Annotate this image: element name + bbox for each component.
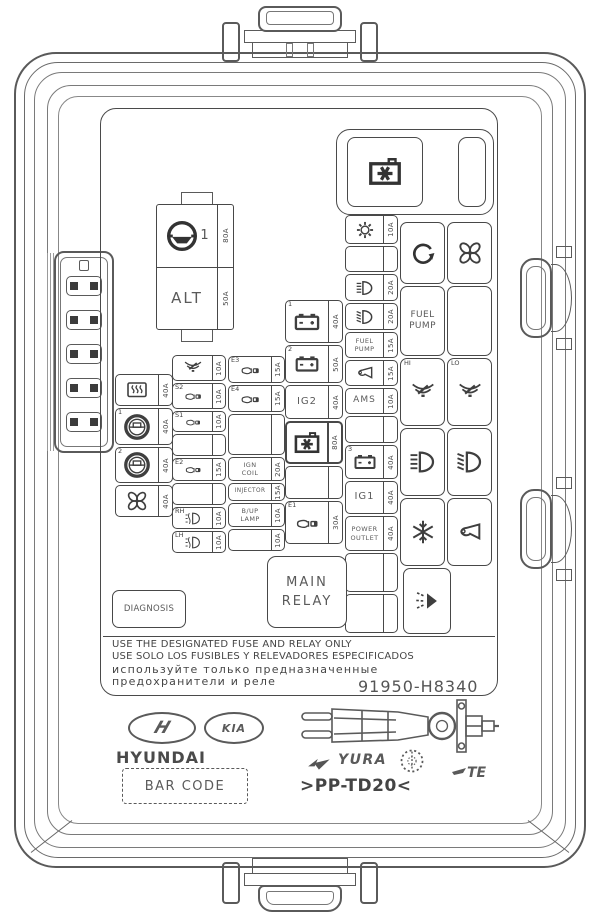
te-logo-text: TE xyxy=(467,765,487,781)
fuse-cooling-fan-1: 1 40A xyxy=(115,408,173,445)
injector-icon xyxy=(292,511,322,535)
top-latch-rib-right xyxy=(307,43,314,57)
fuse-injector-e1: E1 30A xyxy=(285,501,343,544)
fuse-injector-s2: S2 10A xyxy=(172,383,226,409)
fuse-injector-e4: E4 15A xyxy=(228,385,285,412)
fuse-battery-3: 3 40A xyxy=(345,445,398,479)
fuse-ac-compressor: 10A xyxy=(345,215,398,244)
slot-pin xyxy=(70,384,78,392)
alt-circuit-number: 1 xyxy=(200,228,209,244)
fuse-power-outlet: POWER OUTLET 40A xyxy=(345,516,398,551)
foglight-icon xyxy=(182,534,204,551)
fuse-rear-defroster: 40A xyxy=(115,374,173,406)
headlight-high-icon xyxy=(354,278,376,298)
bottom-latch-cap-inner xyxy=(266,891,334,905)
hyundai-logo-letter: H xyxy=(151,718,173,738)
fuse-empty xyxy=(172,434,226,456)
fuse-empty xyxy=(345,416,398,443)
fuse-battery-2: 2 50A xyxy=(285,345,343,383)
wiper-icon xyxy=(181,358,205,378)
relay-headlight-low xyxy=(447,428,492,496)
fuse-cooling-fan-2: 2 40A xyxy=(115,447,173,483)
foglight-icon xyxy=(182,510,204,527)
cooling-fan-icon xyxy=(122,450,152,480)
relay-washer xyxy=(403,568,451,634)
cooling-fan-icon xyxy=(122,412,152,442)
bottom-latch-hook-left xyxy=(222,862,240,904)
diagnosis-box: DIAGNOSIS xyxy=(112,590,186,628)
barcode-label: BAR CODE xyxy=(144,778,226,794)
yura-bird-icon xyxy=(306,750,334,772)
headlight-high-icon xyxy=(407,447,439,477)
headlight-low-icon xyxy=(354,307,376,327)
fuse-headlight-high: 20A xyxy=(345,274,398,301)
restart-arrow-icon xyxy=(409,239,437,267)
relay-wiper-lo xyxy=(447,358,492,426)
battery-star-icon xyxy=(291,429,323,457)
fuse-ams: AMS 10A xyxy=(345,388,398,414)
te-logo xyxy=(450,758,496,784)
fuel-pump-relay-l2: PUMP xyxy=(409,321,436,331)
fuse-empty xyxy=(228,414,285,455)
warning-ru-2: предохранители и реле xyxy=(112,675,277,688)
battery-icon xyxy=(291,308,323,336)
top-latch-body xyxy=(252,42,348,58)
fuel-pump-relay-l1: FUEL xyxy=(410,309,435,320)
wiper-hi-tag: HI xyxy=(404,359,411,367)
yura-wordmark: YURA xyxy=(338,752,388,768)
fuse-injector-main: INJECTOR 15A xyxy=(228,483,285,501)
warning-es: USE SOLO LOS FUSIBLES Y RELEVADORES ESPECIFICADOS xyxy=(112,651,414,662)
fuse-empty xyxy=(345,594,398,633)
mold-code: >PP-TD20< xyxy=(300,776,412,796)
slot-pin xyxy=(90,316,98,324)
fan-icon xyxy=(124,488,150,514)
fuse-headlight-low: 20A xyxy=(345,303,398,330)
top-latch-hook-left xyxy=(222,22,240,62)
relay-restart xyxy=(400,222,445,284)
battery-icon xyxy=(352,450,378,474)
top-latch-cap-inner xyxy=(266,11,334,25)
warning-ru-1: используйте только предназначенные xyxy=(112,663,379,676)
bottom-latch-hook-right xyxy=(360,862,378,904)
snowflake-icon xyxy=(408,517,438,547)
kia-logo-text: KIA xyxy=(221,721,247,735)
fuse-fuel-pump: FUEL PUMP 15A xyxy=(345,332,398,358)
injector-icon xyxy=(181,414,205,430)
slot-pin xyxy=(70,350,78,358)
relay-wiper-hi xyxy=(400,358,445,426)
wiper-icon xyxy=(408,379,438,405)
fan-icon xyxy=(455,238,485,268)
fuse-foglight-rh: RH 10A xyxy=(172,507,226,529)
hyundai-wordmark: HYUNDAI xyxy=(116,748,206,767)
battery-star-icon xyxy=(363,154,407,190)
fuse-empty xyxy=(345,246,398,272)
fuse-fan: 40A xyxy=(115,485,173,517)
alt-label: ALT xyxy=(171,289,203,307)
part-number: 91950-H8340 xyxy=(358,677,479,696)
horn-icon xyxy=(354,363,376,383)
top-relay-box xyxy=(347,137,423,207)
fuse-empty: 10A xyxy=(228,529,285,551)
ac-compressor-icon xyxy=(354,219,376,241)
slot-pin xyxy=(70,418,78,426)
top-latch-rib-left xyxy=(286,43,293,57)
slot-pin xyxy=(90,282,98,290)
slot-pin xyxy=(90,418,98,426)
fuse-foglight-lh: LH 10A xyxy=(172,531,226,553)
bottom-latch-body xyxy=(252,858,348,874)
right-clip-tab xyxy=(556,246,572,258)
alt-tab-bottom xyxy=(181,328,213,342)
injector-icon xyxy=(237,389,263,409)
horn-icon xyxy=(455,518,485,546)
slot-pin xyxy=(90,350,98,358)
rear-defroster-icon xyxy=(123,378,151,402)
left-connector-pin xyxy=(79,260,89,271)
slot-pin xyxy=(70,316,78,324)
fuse-injector-e2: E2 15A xyxy=(172,458,226,481)
right-clip-handle-1-inner xyxy=(526,266,546,330)
fuse-backup-lamp: B/UP LAMP 10A xyxy=(228,503,285,527)
right-clip-tab xyxy=(556,477,572,489)
battery-icon xyxy=(291,351,323,377)
injector-icon xyxy=(237,360,263,380)
right-clip-tab xyxy=(556,338,572,350)
slot-pin xyxy=(70,282,78,290)
top-relay-empty-box xyxy=(458,137,486,207)
slot-pin xyxy=(90,384,98,392)
fuse-empty xyxy=(345,553,398,592)
alt-amp-bottom: 50A xyxy=(221,290,230,306)
fuse-ig1: IG1 40A xyxy=(345,481,398,514)
relay-horn xyxy=(447,498,492,566)
recycle-dot-icon xyxy=(398,747,426,775)
fuse-battery-1: 1 40A xyxy=(285,300,343,343)
main-relay-box: MAIN RELAY xyxy=(267,556,347,628)
barcode-box xyxy=(122,768,248,804)
steering-wheel-icon xyxy=(165,219,199,253)
headlight-low-icon xyxy=(454,447,486,477)
hyundai-logo xyxy=(128,712,196,744)
wiper-icon xyxy=(455,379,485,405)
fuse-empty xyxy=(172,483,226,505)
fuse-injector-e3: E3 15A xyxy=(228,356,285,383)
relay-fan xyxy=(447,222,492,284)
top-latch-hook-right xyxy=(360,22,378,62)
fuse-wiper: 10A xyxy=(172,355,226,381)
injector-icon xyxy=(181,387,205,405)
relay-headlight-high xyxy=(400,428,445,496)
fuse-battery-star: 80A xyxy=(285,421,343,464)
wiper-lo-tag: LO xyxy=(451,359,460,367)
washer-spray-icon xyxy=(413,587,441,615)
kia-logo xyxy=(204,712,264,744)
alt-amp-top: 80A xyxy=(221,228,230,244)
fuse-empty xyxy=(285,466,343,499)
footer-separator xyxy=(103,636,495,637)
fuse-horn: 15A xyxy=(345,360,398,386)
relay-ac xyxy=(400,498,445,566)
fuse-ign-coil: IGN COIL 20A xyxy=(228,457,285,481)
fuse-ig2: IG2 40A xyxy=(285,385,343,419)
warning-en: USE THE DESIGNATED FUSE AND RELAY ONLY xyxy=(112,639,352,650)
relay-empty xyxy=(447,286,492,356)
fuse-injector-s1: S1 10A xyxy=(172,411,226,432)
alt-block xyxy=(156,204,234,330)
right-clip-handle-2-inner xyxy=(526,497,546,561)
injector-icon xyxy=(181,461,205,478)
relay-fuel-pump xyxy=(400,286,445,356)
right-clip-tab xyxy=(556,569,572,581)
